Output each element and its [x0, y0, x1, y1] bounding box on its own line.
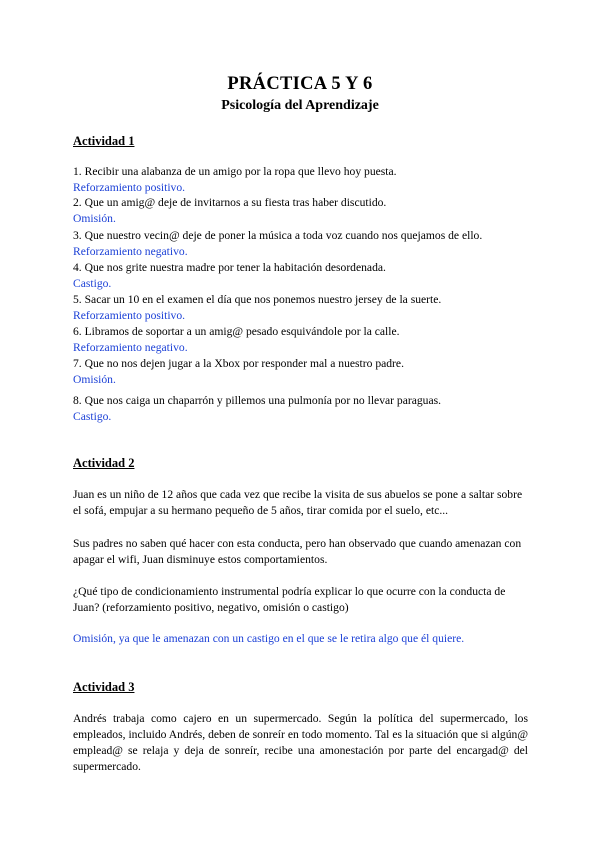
- question-3: 3. Que nuestro vecin@ deje de poner la música a toda voz cuando nos quejamos de ello.: [73, 229, 483, 242]
- question-2: 2. Que un amig@ deje de invitarnos a su fiesta tras haber discutido.: [73, 196, 387, 209]
- actividad-2-paragraph-1: Juan es un niño de 12 años que cada vez que recibe la visita de sus abuelos se pone a saltar sobre el sofá, empujar a su hermano pequeño de 5 años, tirar comida por el suelo, etc...: [73, 488, 523, 517]
- answer-5: Reforzamiento positivo.: [73, 309, 186, 322]
- question-6: 6. Libramos de soportar a un amig@ pesado esquivándole por la calle.: [73, 325, 400, 338]
- answer-2: Omisión.: [73, 212, 116, 225]
- page-title: PRÁCTICA 5 Y 6: [227, 74, 373, 94]
- answer-7: Omisión.: [73, 373, 116, 386]
- question-1: 1. Recibir una alabanza de un amigo por la ropa que llevo hoy puesta.: [73, 165, 397, 178]
- answer-4: Castigo.: [73, 277, 112, 290]
- question-4: 4. Que nos grite nuestra madre por tener la habitación desordenada.: [73, 261, 386, 274]
- actividad-2-question: ¿Qué tipo de condicionamiento instrumental podría explicar lo que ocurre con la conducta de Juan? (reforzamiento positivo, negativo, omisión o castigo): [73, 585, 506, 614]
- question-5: 5. Sacar un 10 en el examen el día que nos ponemos nuestro jersey de la suerte.: [73, 293, 442, 306]
- page-subtitle: Psicología del Aprendizaje: [221, 98, 379, 113]
- actividad-2-heading: Actividad 2: [73, 456, 135, 470]
- actividad-3-heading: Actividad 3: [73, 680, 135, 694]
- actividad-2-paragraph-2: Sus padres no saben qué hacer con esta conducta, pero han observado que cuando amenazan con apagar el wifi, Juan disminuye estos comportamientos.: [73, 537, 522, 566]
- actividad-2-answer: Omisión, ya que le amenazan con un castigo en el que se le retira algo que él quiere.: [73, 632, 465, 645]
- actividad-3-paragraph-1: Andrés trabaja como cajero en un supermercado. Según la política del supermercado, los empleados, incluido Andrés, deben de sonreír en todo momento. Tal es la situación que si algún@ emplead@ se relaja y deja de sonreír, recibe una amonestación por parte del encargad@ del supermercado.: [73, 712, 528, 773]
- answer-6: Reforzamiento negativo.: [73, 341, 188, 354]
- answer-3: Reforzamiento negativo.: [73, 245, 188, 258]
- actividad-1-heading: Actividad 1: [73, 134, 135, 148]
- answer-8: Castigo.: [73, 410, 112, 423]
- question-7: 7. Que no nos dejen jugar a la Xbox por responder mal a nuestro padre.: [73, 357, 404, 370]
- question-8: 8. Que nos caiga un chaparrón y pillemos una pulmonía por no llevar paraguas.: [73, 394, 441, 407]
- answer-1: Reforzamiento positivo.: [73, 181, 186, 194]
